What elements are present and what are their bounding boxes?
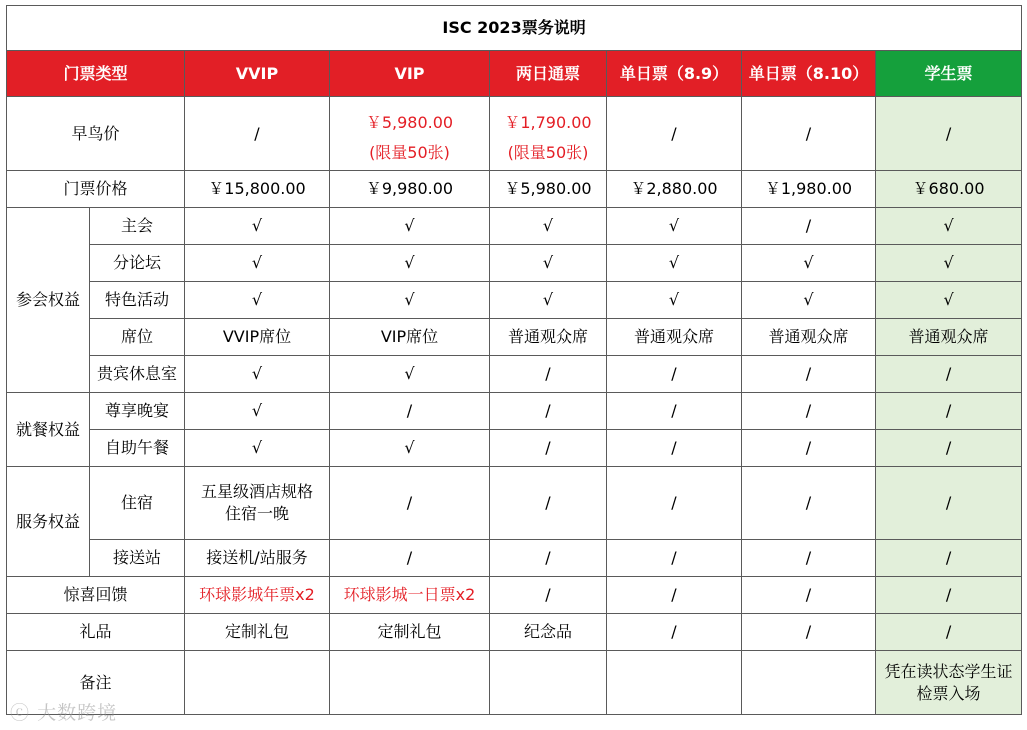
row-label-lodging: 住宿 xyxy=(90,467,185,540)
cell-day1: 普通观众席 xyxy=(607,319,742,356)
cell-vip: / xyxy=(330,540,490,577)
table-row xyxy=(7,540,1022,577)
vip-early-price: ￥5,980.00 xyxy=(365,112,454,132)
cell-day1: √ xyxy=(607,208,742,245)
cell-vip-early xyxy=(330,97,490,171)
cell-two-day: / xyxy=(490,540,607,577)
row-label-lounge: 贵宾休息室 xyxy=(90,356,185,393)
cell-two-day: 纪念品 xyxy=(490,614,607,651)
cell-day2: / xyxy=(742,430,876,467)
cell-vvip: 定制礼包 xyxy=(185,614,330,651)
cell-day1: / xyxy=(607,614,742,651)
cell-vip: / xyxy=(330,393,490,430)
cell-vvip: √ xyxy=(185,393,330,430)
cell-day1: / xyxy=(607,430,742,467)
notes-line-2: 检票入场 xyxy=(916,683,981,703)
cell-day1: √ xyxy=(607,282,742,319)
title-row xyxy=(7,6,1022,51)
cell-day2: / xyxy=(742,577,876,614)
cell-day2: √ xyxy=(742,282,876,319)
cell-vip: √ xyxy=(330,282,490,319)
lodging-line-1: 五星级酒店规格 xyxy=(200,482,313,501)
table-row xyxy=(7,97,1022,171)
cell-vip-empty xyxy=(330,651,490,715)
group-label-conference: 参会权益 xyxy=(7,208,90,393)
cell-student: / xyxy=(876,356,1022,393)
cell-vip: VIP席位 xyxy=(330,319,490,356)
cell-day1: √ xyxy=(607,245,742,282)
cell-day1: / xyxy=(607,540,742,577)
cell-day2: / xyxy=(742,97,876,171)
row-label-shuttle: 接送站 xyxy=(90,540,185,577)
header-ticket-type: 门票类型 xyxy=(7,51,185,97)
cell-two-day: / xyxy=(490,393,607,430)
cell-vvip: ￥15,800.00 xyxy=(185,171,330,208)
cell-two-day: 普通观众席 xyxy=(490,319,607,356)
table-row xyxy=(7,393,1022,430)
cell-two-day: / xyxy=(490,577,607,614)
row-label-price: 门票价格 xyxy=(7,171,185,208)
cell-vip: √ xyxy=(330,356,490,393)
cell-vip: √ xyxy=(330,245,490,282)
cell-student: / xyxy=(876,97,1022,171)
cell-vvip-empty xyxy=(185,651,330,715)
row-label-gift: 礼品 xyxy=(7,614,185,651)
cell-day1-empty xyxy=(607,651,742,715)
cell-vvip: VVIP席位 xyxy=(185,319,330,356)
table-row xyxy=(7,171,1022,208)
cell-vip: ￥9,980.00 xyxy=(330,171,490,208)
two-day-early-limit: (限量50张) xyxy=(507,142,589,162)
row-label-main: 主会 xyxy=(90,208,185,245)
cell-day2: / xyxy=(742,356,876,393)
table-row xyxy=(7,430,1022,467)
cell-vvip: √ xyxy=(185,356,330,393)
cell-two-day: / xyxy=(490,467,607,540)
cell-day2-empty xyxy=(742,651,876,715)
cell-vvip-lodging xyxy=(185,467,330,540)
cell-vip: / xyxy=(330,467,490,540)
two-day-early-price: ￥1,790.00 xyxy=(504,112,592,132)
cell-student: / xyxy=(876,430,1022,467)
header-vip: VIP xyxy=(330,51,490,97)
cell-day1: / xyxy=(607,577,742,614)
cell-student: / xyxy=(876,614,1022,651)
cell-day2: 普通观众席 xyxy=(742,319,876,356)
cell-day2: / xyxy=(742,467,876,540)
table-row xyxy=(7,651,1022,715)
lodging-line-2: 住宿一晚 xyxy=(224,504,289,523)
table-row xyxy=(7,208,1022,245)
cell-vip: 定制礼包 xyxy=(330,614,490,651)
cell-two-day: ￥5,980.00 xyxy=(490,171,607,208)
table-row xyxy=(7,614,1022,651)
cell-student: / xyxy=(876,577,1022,614)
cell-two-day: / xyxy=(490,430,607,467)
header-day1: 单日票（8.9） xyxy=(607,51,742,97)
cell-two-day-empty xyxy=(490,651,607,715)
header-day2: 单日票（8.10） xyxy=(742,51,876,97)
cell-two-day: √ xyxy=(490,245,607,282)
cell-day1: / xyxy=(607,467,742,540)
cell-two-day-early xyxy=(490,97,607,171)
table-row xyxy=(7,245,1022,282)
cell-student: / xyxy=(876,540,1022,577)
cell-student: √ xyxy=(876,245,1022,282)
table-row xyxy=(7,319,1022,356)
cell-vip: √ xyxy=(330,208,490,245)
row-label-seat: 席位 xyxy=(90,319,185,356)
cell-vvip: 接送机/站服务 xyxy=(185,540,330,577)
row-label-lunch: 自助午餐 xyxy=(90,430,185,467)
cell-vvip: √ xyxy=(185,282,330,319)
watermark-text: 大数跨境 xyxy=(37,702,118,724)
cell-day2: / xyxy=(742,614,876,651)
cell-two-day: / xyxy=(490,356,607,393)
ticket-table xyxy=(6,5,1022,715)
cell-day1: / xyxy=(607,356,742,393)
row-label-forum: 分论坛 xyxy=(90,245,185,282)
cell-student: ￥680.00 xyxy=(876,171,1022,208)
cell-student: √ xyxy=(876,208,1022,245)
row-label-dinner: 尊享晚宴 xyxy=(90,393,185,430)
cell-day2: / xyxy=(742,393,876,430)
cell-vvip: / xyxy=(185,97,330,171)
cell-day1: / xyxy=(607,97,742,171)
row-label-notes: 备注 xyxy=(7,651,185,715)
row-label-activity: 特色活动 xyxy=(90,282,185,319)
cell-vvip: √ xyxy=(185,208,330,245)
header-row xyxy=(7,51,1022,97)
watermark xyxy=(10,698,117,725)
notes-line-1: 凭在读状态学生证 xyxy=(884,661,1013,681)
cell-vip: 环球影城一日票x2 xyxy=(330,577,490,614)
cell-student: √ xyxy=(876,282,1022,319)
group-label-dining: 就餐权益 xyxy=(7,393,90,467)
header-two-day: 两日通票 xyxy=(490,51,607,97)
row-label-early-bird: 早鸟价 xyxy=(7,97,185,171)
cell-two-day: √ xyxy=(490,208,607,245)
cell-two-day: √ xyxy=(490,282,607,319)
table-row xyxy=(7,467,1022,540)
cell-student: / xyxy=(876,467,1022,540)
cell-student: / xyxy=(876,393,1022,430)
vip-early-limit: (限量50张) xyxy=(369,142,450,162)
cell-vip: √ xyxy=(330,430,490,467)
cell-day2: / xyxy=(742,540,876,577)
table-title: ISC 2023票务说明 xyxy=(7,6,1022,51)
row-label-surprise: 惊喜回馈 xyxy=(7,577,185,614)
cell-vvip: √ xyxy=(185,430,330,467)
cell-day1: ￥2,880.00 xyxy=(607,171,742,208)
group-label-service: 服务权益 xyxy=(7,467,90,577)
cell-vvip: √ xyxy=(185,245,330,282)
cell-day1: / xyxy=(607,393,742,430)
cell-vvip: 环球影城年票x2 xyxy=(185,577,330,614)
cell-student-notes xyxy=(876,651,1022,715)
watermark-logo-icon: ⓒ xyxy=(10,702,31,724)
cell-day2: √ xyxy=(742,245,876,282)
header-vvip: VVIP xyxy=(185,51,330,97)
table-row xyxy=(7,577,1022,614)
cell-day2: ￥1,980.00 xyxy=(742,171,876,208)
table-row xyxy=(7,282,1022,319)
cell-student: 普通观众席 xyxy=(876,319,1022,356)
header-student: 学生票 xyxy=(876,51,1022,97)
table-row xyxy=(7,356,1022,393)
cell-day2: / xyxy=(742,208,876,245)
